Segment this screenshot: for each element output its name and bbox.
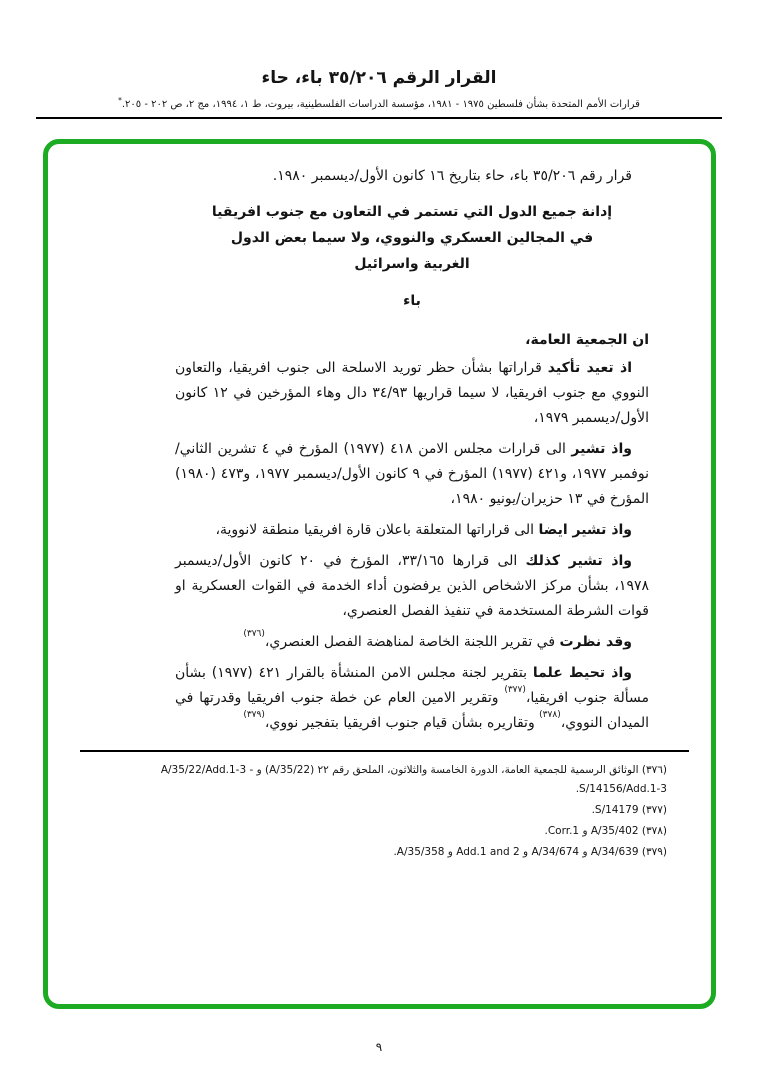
- body-paragraph: واذ تحيط علما بتقرير لجنة مجلس الامن المنشأة بالقرار ٤٢١ (١٩٧٧) بشأن مسألة جنوب افريقيا،$^{(٣٧٧)}$ وتقرير الامين العام عن خطة جنوب افريقيا وقدرتها في الميدان النووي،$^{(٣٧٨)}$ وتقاريره بشأن قيام جنوب افريقيا بتفجير نووي،$^{(٣٧٩)}$: [175, 665, 649, 731]
- footnote-item: (٣٧٩) A/34/639 و A/34/674 و Add.1 and 2 و A/35/358.: [393, 846, 667, 858]
- footnote-item: (٣٧٨) A/35/402 و Corr.1.: [544, 825, 667, 837]
- footnote-ref: (٣٧٦): [243, 629, 265, 640]
- paragraph-lead: واذ تشير: [571, 441, 632, 457]
- paragraph-lead: واذ تشير ايضا: [538, 522, 632, 538]
- document-content: [160, 164, 667, 864]
- footnote-rule: [80, 750, 689, 752]
- footnote-ref: (٣٧٧): [504, 685, 526, 696]
- source-citation: [0, 96, 758, 110]
- page-number: ٩: [375, 1040, 383, 1054]
- footnote-item: (٣٧٦) الوثائق الرسمية للجمعية العامة، الدورة الخامسة والثلاثون، الملحق رقم ٢٢ (A/35/22) و A/35/22/Add.1-3 - S/14156/Add.1-3.: [160, 764, 667, 795]
- resolution-heading: قرار رقم ٣٥/٢٠٦ باء، حاء بتاريخ ١٦ كانون الأول/ديسمبر ١٩٨٠.: [272, 168, 632, 184]
- body-paragraph: وقد نظرت في تقرير اللجنة الخاصة لمناهضة الفصل العنصري،$^{(٣٧٦)}$: [243, 629, 632, 650]
- body-paragraph: اذ تعيد تأكيد قراراتها بشأن حظر توريد الاسلحة الى جنوب افريقيا، والتعاون النووي مع جنوب افريقيا، لا سيما قراريها ٣٤/٩٣ دال وهاء المؤرخين في ١٢ كانون الأول/ديسمبر ١٩٧٩،: [175, 360, 650, 426]
- resolution-title-line: في المجالين العسكري والنووي، ولا سيما بعض الدول: [230, 230, 594, 246]
- footnote-item: (٣٧٧) S/14179.: [591, 804, 667, 816]
- resolution-title-line: إدانة جميع الدول التي تستمر في التعاون مع جنوب افريقيا: [211, 204, 613, 220]
- source-citation-text: قرارات الأمم المتحدة بشأن فلسطين ١٩٧٥ - ١٩٨١، مؤسسة الدراسات الفلسطينية، بيروت، ط ١، ١٩٩٤، مج ٢، ص ٢٠٢ - ٢٠٥.: [121, 99, 640, 110]
- header-rule: [36, 117, 722, 119]
- footnote-ref: (٣٧٨): [539, 710, 561, 721]
- body-paragraph: واذ تشير كذلك الى قرارها ٣٣/١٦٥، المؤرخ في ٢٠ كانون الأول/ديسمبر ١٩٧٨، بشأن مركز الاشخاص الذين يرفضون أداء الخدمة في القوات العسكرية او قوات الشرطة المستخدمة في تنفيذ الفصل العنصري،: [175, 553, 649, 619]
- body-paragraph: واذ تشير الى قرارات مجلس الامن ٤١٨ (١٩٧٧) المؤرخ في ٤ تشرين الثاني/نوفمبر ١٩٧٧، و٤٢١ (١٩٧٧) المؤرخ في ٩ كانون الأول/ديسمبر ١٩٧٧، و٤٧٣ (١٩٨٠) المؤرخ في ١٣ حزيران/يونيو ١٩٨٠،: [175, 441, 649, 507]
- preamble-opening: ان الجمعية العامة،: [525, 332, 649, 348]
- paragraph-lead: واذ تشير كذلك: [525, 553, 633, 569]
- preamble-paragraphs: [175, 356, 649, 736]
- paragraph-lead: اذ تعيد تأكيد: [547, 360, 633, 376]
- paragraph-lead: وقد نظرت: [559, 634, 632, 650]
- footnote-ref: (٣٧٩): [243, 710, 265, 721]
- resolution-title-line: الغربية واسرائيل: [354, 256, 470, 272]
- resolution-title: [189, 199, 635, 277]
- document-frame: [43, 139, 716, 1009]
- citation-footnote-mark: *: [118, 96, 122, 105]
- page-title: القرار الرقم ٣٥/٢٠٦ باء، حاء: [261, 68, 497, 88]
- footnotes-block: [115, 761, 667, 862]
- section-letter: باء: [403, 293, 421, 309]
- paragraph-lead: واذ تحيط علما: [532, 665, 632, 681]
- body-paragraph: واذ تشير ايضا الى قراراتها المتعلقة باعلان قارة افريقيا منطقة لانووية،: [215, 522, 632, 538]
